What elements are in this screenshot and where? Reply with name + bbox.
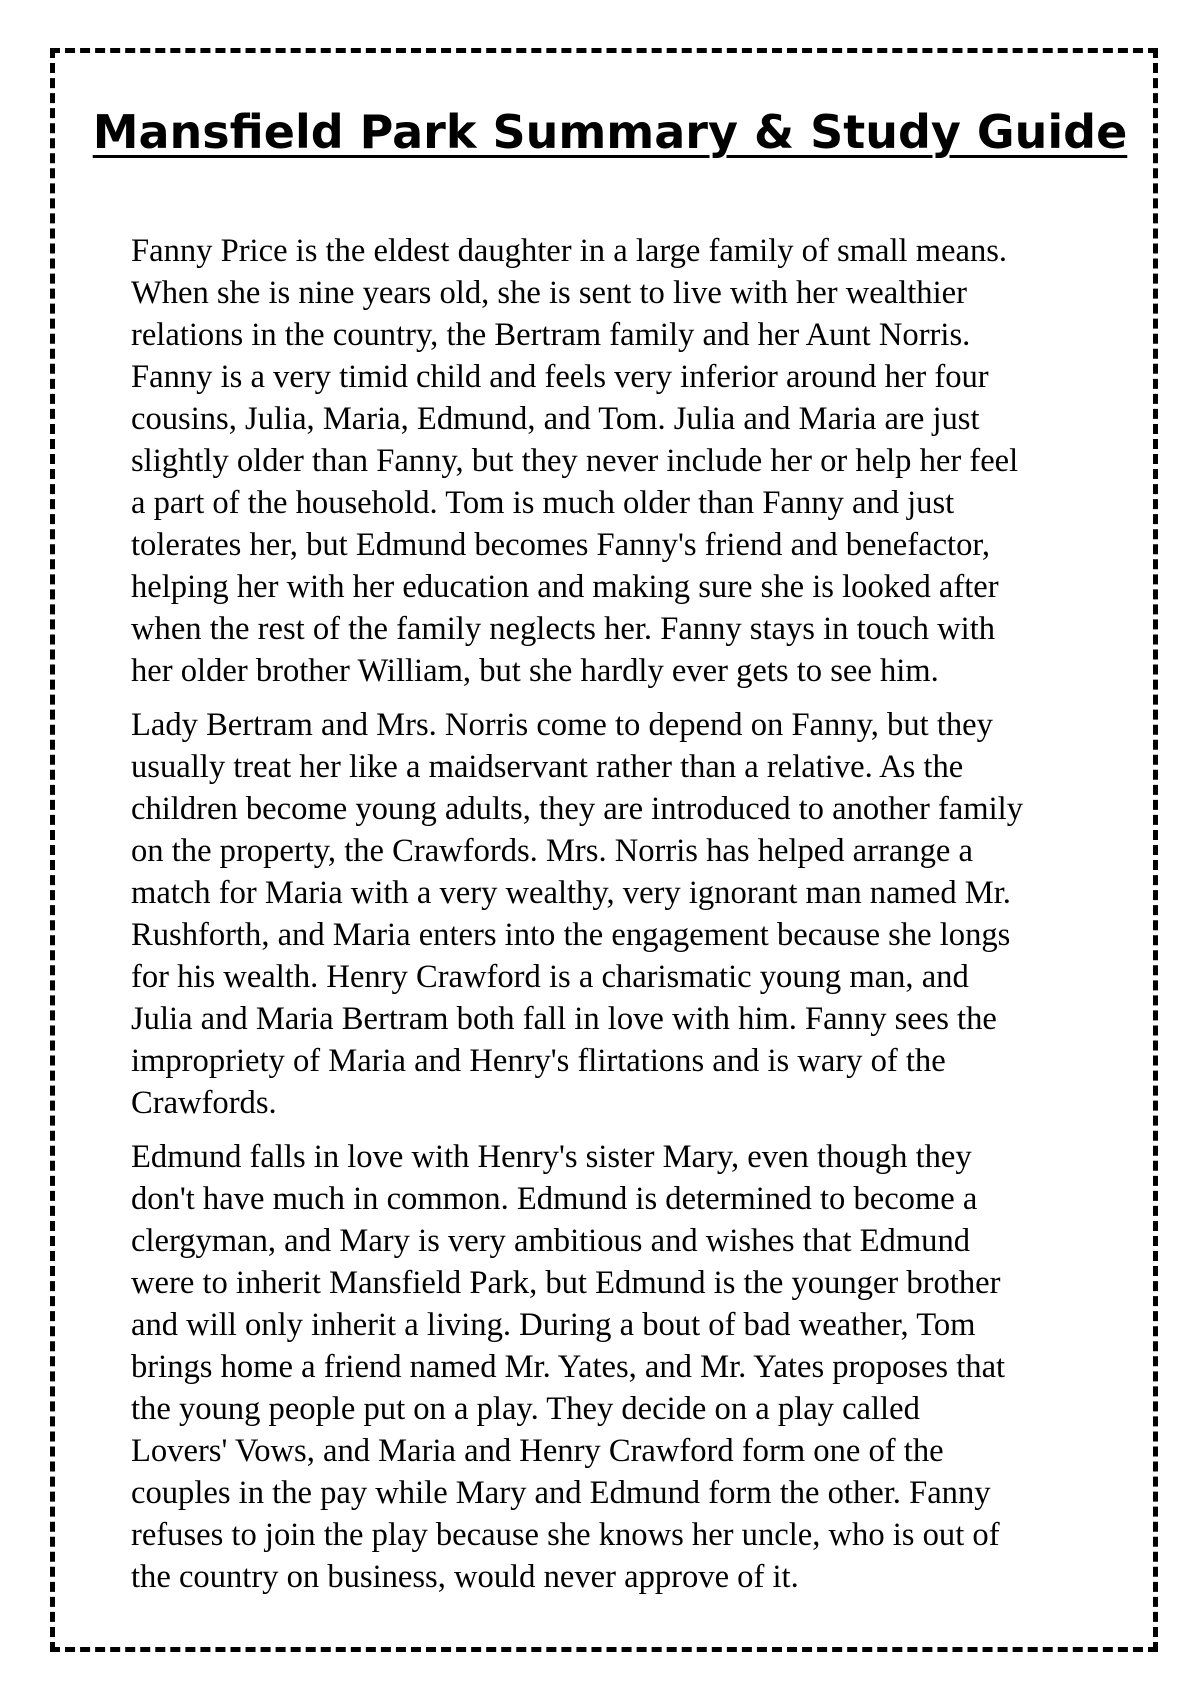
text-line: Fanny Price is the eldest daughter in a large family of small means. xyxy=(131,233,1008,269)
text-line: refuses to join the play because she knows her uncle, who is out of xyxy=(131,1517,1000,1553)
document-title: Mansfield Park Summary & Study Guide xyxy=(92,105,1128,159)
text-line: match for Maria with a very wealthy, very ignorant man named Mr. xyxy=(131,875,1011,911)
text-line: Rushforth, and Maria enters into the engagement because she longs xyxy=(131,917,1011,953)
text-line: Lovers' Vows, and Maria and Henry Crawford form one of the xyxy=(131,1433,944,1469)
summary-paragraph xyxy=(131,704,1131,1124)
text-line: the country on business, would never approve of it. xyxy=(131,1559,799,1595)
text-line: Fanny is a very timid child and feels very inferior around her four xyxy=(131,359,989,395)
text-line: slightly older than Fanny, but they never include her or help her feel xyxy=(131,443,1019,479)
text-line: children become young adults, they are introduced to another family xyxy=(131,791,1023,827)
text-line: tolerates her, but Edmund becomes Fanny's friend and benefactor, xyxy=(131,527,991,563)
text-line: the young people put on a play. They decide on a play called xyxy=(131,1391,920,1427)
text-line: helping her with her education and making sure she is looked after xyxy=(131,569,999,605)
text-line: usually treat her like a maidservant rather than a relative. As the xyxy=(131,749,964,785)
text-line: clergyman, and Mary is very ambitious and wishes that Edmund xyxy=(131,1223,971,1259)
summary-body xyxy=(131,230,1131,1610)
text-line: Julia and Maria Bertram both fall in love with him. Fanny sees the xyxy=(131,1001,997,1037)
text-line: were to inherit Mansfield Park, but Edmund is the younger brother xyxy=(131,1265,1001,1301)
text-line: a part of the household. Tom is much older than Fanny and just xyxy=(131,485,955,521)
text-line: don't have much in common. Edmund is determined to become a xyxy=(131,1181,978,1217)
text-line: Crawfords. xyxy=(131,1085,277,1121)
text-line: impropriety of Maria and Henry's flirtations and is wary of the xyxy=(131,1043,946,1079)
text-line: couples in the pay while Mary and Edmund form the other. Fanny xyxy=(131,1475,991,1511)
text-line: and will only inherit a living. During a bout of bad weather, Tom xyxy=(131,1307,976,1343)
text-line: when the rest of the family neglects her. Fanny stays in touch with xyxy=(131,611,996,647)
text-line: brings home a friend named Mr. Yates, and Mr. Yates proposes that xyxy=(131,1349,1006,1385)
text-line: Edmund falls in love with Henry's sister Mary, even though they xyxy=(131,1139,972,1175)
text-line: relations in the country, the Bertram family and her Aunt Norris. xyxy=(131,317,971,353)
text-line: Lady Bertram and Mrs. Norris come to depend on Fanny, but they xyxy=(131,707,993,743)
text-line: her older brother William, but she hardly ever gets to see him. xyxy=(131,653,939,689)
summary-paragraph xyxy=(131,1136,1131,1598)
summary-paragraph xyxy=(131,230,1131,692)
text-line: on the property, the Crawfords. Mrs. Norris has helped arrange a xyxy=(131,833,973,869)
text-line: cousins, Julia, Maria, Edmund, and Tom. Julia and Maria are just xyxy=(131,401,980,437)
text-line: When she is nine years old, she is sent to live with her wealthier xyxy=(131,275,967,311)
text-line: for his wealth. Henry Crawford is a charismatic young man, and xyxy=(131,959,969,995)
